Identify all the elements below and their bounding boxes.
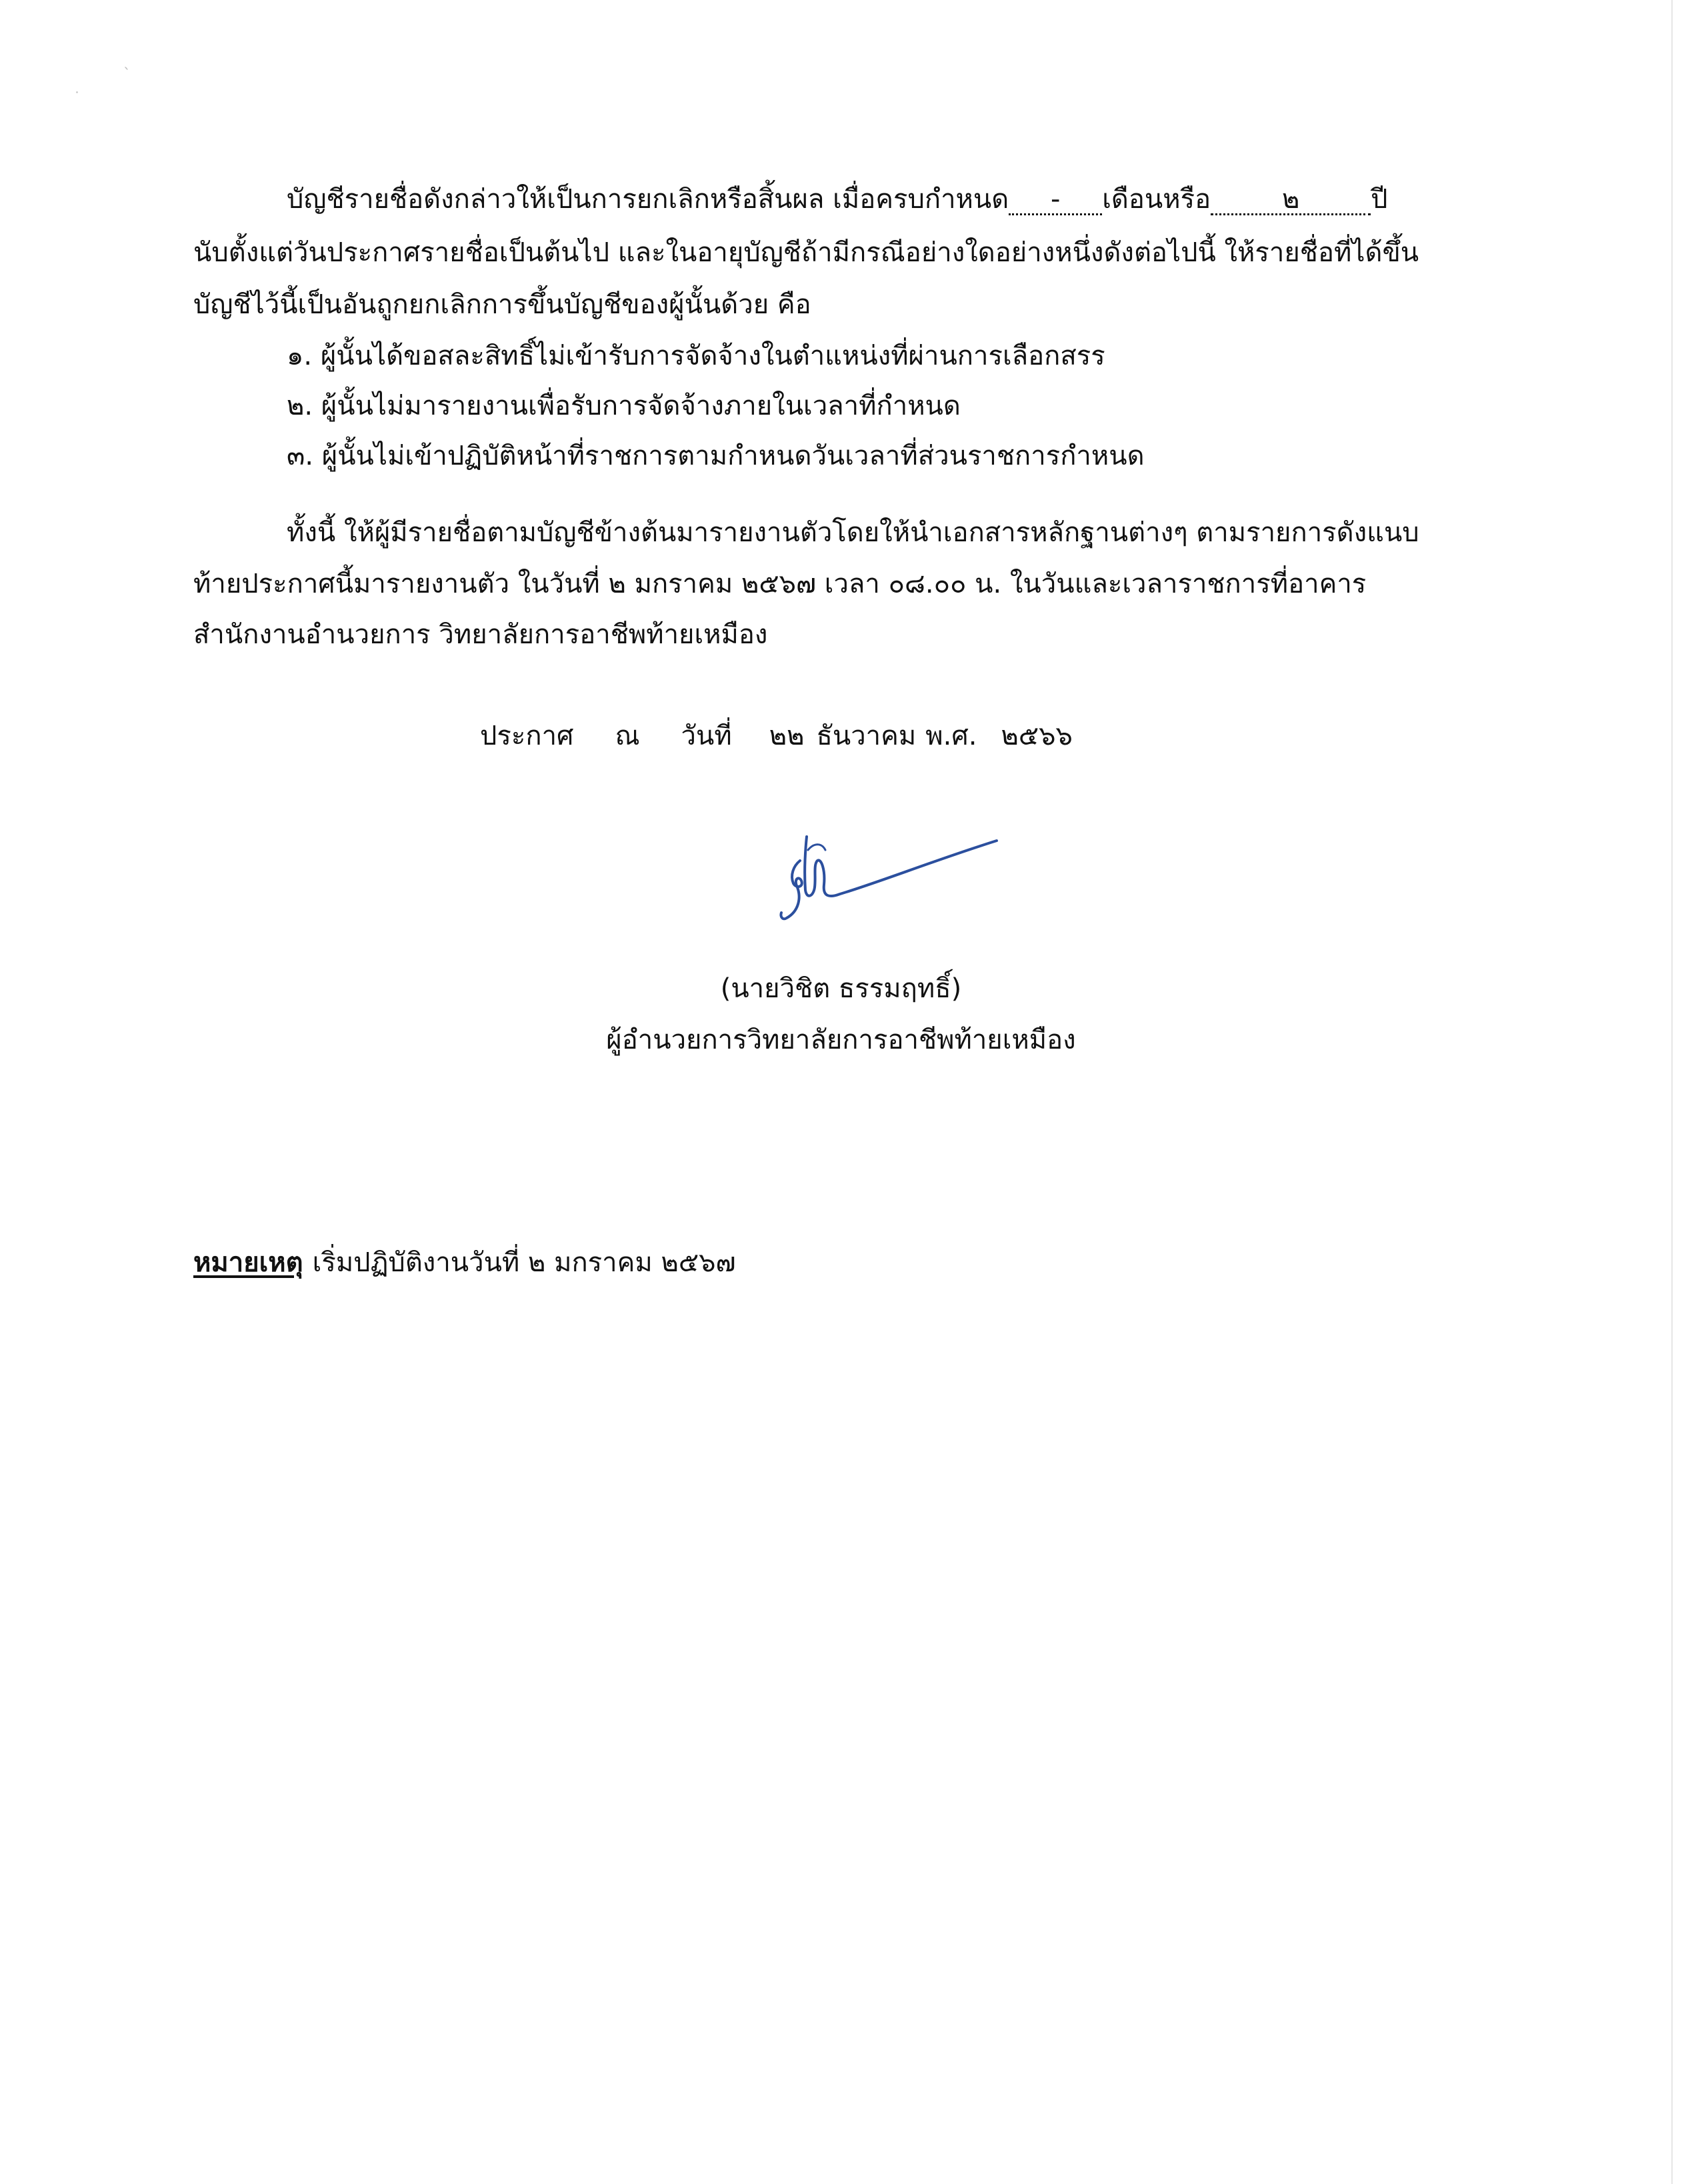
years-value: ๒ xyxy=(1211,185,1371,215)
validity-line-2: นับตั้งแต่วันประกาศรายชื่อเป็นต้นไป และในอายุบัญชีถ้ามีกรณีอย่างใดอย่างหนึ่งดังต่อไปนี้ ให้รายชื่อที่ได้ขึ้น xyxy=(193,237,1419,268)
months-value: - xyxy=(1009,185,1102,215)
note-line xyxy=(193,1247,736,1279)
report-line-3: สำนักงานอำนวยการ วิทยาลัยการอาชีพท้ายเหมือง xyxy=(193,619,768,650)
condition-item-2: ๒. ผู้นั้นไม่มารายงานเพื่อรับการจัดจ้างภายในเวลาที่กำหนด xyxy=(287,391,961,421)
scan-speck: ˙ xyxy=(73,90,81,107)
condition-item-3: ๓. ผู้นั้นไม่เข้าปฏิบัติหน้าที่ราชการตามกำหนดวันเวลาที่ส่วนราชการกำหนด xyxy=(287,441,1145,471)
months-label: เดือนหรือ xyxy=(1102,184,1211,215)
scan-speck: ˎ xyxy=(123,53,131,70)
day-label: วันที่ xyxy=(681,721,732,751)
note-text: เริ่มปฏิบัติงานวันที่ ๒ มกราคม ๒๕๖๗ xyxy=(312,1247,736,1278)
year-value: ๒๕๖๖ xyxy=(1001,721,1073,751)
years-label: ปี xyxy=(1371,184,1388,215)
era-label: พ.ศ. xyxy=(925,721,977,751)
validity-prefix: บัญชีรายชื่อดังกล่าวให้เป็นการยกเลิกหรือสิ้นผล เมื่อครบกำหนด xyxy=(287,184,1009,215)
validity-line-1 xyxy=(287,183,1388,215)
announcement-date xyxy=(480,720,1073,752)
condition-item-1: ๑. ผู้นั้นได้ขอสละสิทธิ์ไม่เข้ารับการจัดจ้างในตำแหน่งที่ผ่านการเลือกสรร xyxy=(287,341,1105,371)
note-label: หมายเหตุ xyxy=(193,1247,303,1278)
page-edge xyxy=(1671,0,1673,2184)
day-value: ๒๒ xyxy=(769,721,805,751)
report-line-2: ท้ายประกาศนี้มารายงานตัว ในวันที่ ๒ มกราคม ๒๕๖๗ เวลา ๐๘.๐๐ น. ในวันและเวลาราชการที่อาคาร xyxy=(193,569,1367,599)
announced-word: ประกาศ xyxy=(480,721,574,751)
report-line-1: ทั้งนี้ ให้ผู้มีรายชื่อตามบัญชีข้างต้นมารายงานตัวโดยให้นำเอกสารหลักฐานต่างๆ ตามรายการดังแนบ xyxy=(287,517,1419,548)
signer-name: (นายวิชิต ธรรมฤทธิ์) xyxy=(720,973,962,1004)
signer-position: ผู้อำนวยการวิทยาลัยการอาชีพท้ายเหมือง xyxy=(606,1025,1076,1055)
month-value: ธันวาคม xyxy=(816,721,917,751)
validity-line-3: บัญชีไว้นี้เป็นอันถูกยกเลิกการขึ้นบัญชีของผู้นั้นด้วย คือ xyxy=(193,289,811,320)
at-word: ณ xyxy=(615,721,640,751)
signature-image xyxy=(767,823,1007,930)
